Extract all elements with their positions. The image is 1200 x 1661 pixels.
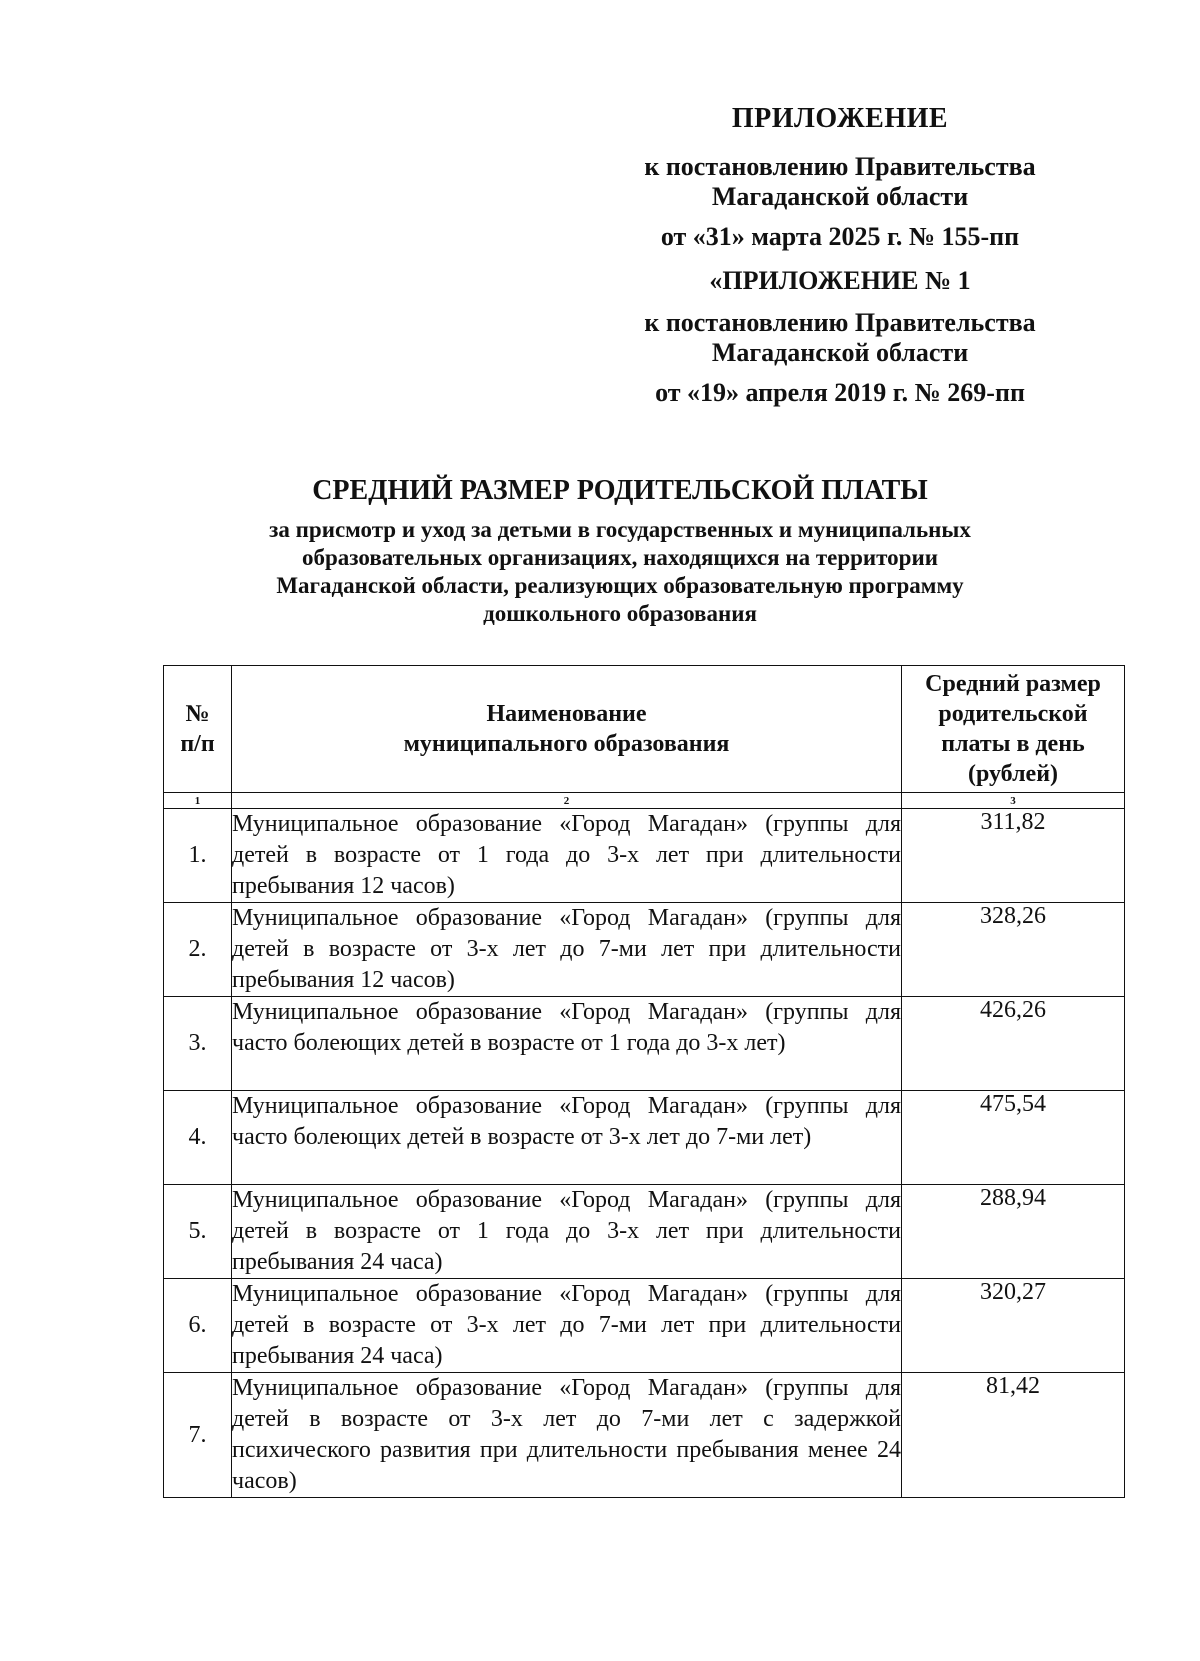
- table-row: [164, 1091, 1125, 1185]
- row-index: 7.: [164, 1373, 232, 1498]
- appendix2-line: Магаданской области: [711, 338, 969, 367]
- table-header-row: [164, 666, 1125, 793]
- appendix2-line: к постановлению Правительства: [644, 308, 1036, 337]
- header-fee: [902, 666, 1125, 793]
- appendix-date: от «31» марта 2025 г. № 155-пп: [660, 222, 1020, 251]
- row-fee: 426,26: [902, 997, 1125, 1091]
- header-name-line: муниципального образования: [403, 731, 730, 757]
- row-fee: 475,54: [902, 1091, 1125, 1185]
- header-fee-line: Средний размер: [925, 671, 1101, 697]
- header-fee-line: платы в день: [941, 731, 1085, 757]
- row-fee: 311,82: [902, 809, 1125, 903]
- subtitle-line: образовательных организациях, находящихся на территории: [302, 545, 938, 570]
- row-fee: 328,26: [902, 903, 1125, 997]
- row-name: Муниципальное образование «Город Магадан» (группы для детей в возрасте от 3-х лет до 7-ми лет при длительности пребывания 12 часов): [232, 903, 902, 997]
- table-row: [164, 1185, 1125, 1279]
- table-row: [164, 903, 1125, 997]
- document-title: СРЕДНИЙ РАЗМЕР РОДИТЕЛЬСКОЙ ПЛАТЫ: [312, 475, 928, 506]
- column-number-row: [164, 793, 1125, 809]
- column-number: 3: [902, 793, 1125, 809]
- row-name: Муниципальное образование «Город Магадан» (группы для детей в возрасте от 1 года до 3-х лет при длительности пребывания 12 часов): [232, 809, 902, 903]
- row-fee: 81,42: [902, 1373, 1125, 1498]
- row-index: 1.: [164, 809, 232, 903]
- row-index: 5.: [164, 1185, 232, 1279]
- row-index: 6.: [164, 1279, 232, 1373]
- appendix2-title: «ПРИЛОЖЕНИЕ № 1: [709, 266, 971, 295]
- row-fee: 320,27: [902, 1279, 1125, 1373]
- row-name: Муниципальное образование «Город Магадан» (группы для часто болеющих детей в возрасте от 1 года до 3-х лет): [232, 997, 902, 1091]
- appendix-block: [560, 104, 1120, 408]
- appendix-title: ПРИЛОЖЕНИЕ: [731, 103, 949, 134]
- subtitle-line: за присмотр и уход за детьми в государственных и муниципальных: [269, 517, 971, 542]
- appendix2-date: от «19» апреля 2019 г. № 269-пп: [655, 378, 1025, 407]
- document-subtitle: [180, 516, 1060, 628]
- row-index: 4.: [164, 1091, 232, 1185]
- subtitle-line: дошкольного образования: [483, 601, 757, 626]
- table-row: [164, 997, 1125, 1091]
- appendix-line: Магаданской области: [711, 182, 969, 211]
- table-row: [164, 809, 1125, 903]
- row-name: Муниципальное образование «Город Магадан» (группы для детей в возрасте от 1 года до 3-х лет при длительности пребывания 24 часа): [232, 1185, 902, 1279]
- appendix-line: к постановлению Правительства: [644, 152, 1036, 181]
- header-number: [164, 666, 232, 793]
- header-number-line: №: [185, 701, 210, 727]
- row-fee: 288,94: [902, 1185, 1125, 1279]
- header-fee-line: (рублей): [967, 761, 1059, 787]
- row-index: 2.: [164, 903, 232, 997]
- row-name: Муниципальное образование «Город Магадан» (группы для детей в возрасте от 3-х лет до 7-ми лет с задержкой психического развития при длительности пребывания менее 24 часов): [232, 1373, 902, 1498]
- column-number: 2: [232, 793, 902, 809]
- header-name-line: Наименование: [486, 701, 647, 727]
- table-row: [164, 1373, 1125, 1498]
- header-number-line: п/п: [180, 731, 215, 757]
- header-fee-line: родительской: [938, 701, 1088, 727]
- row-name: Муниципальное образование «Город Магадан» (группы для детей в возрасте от 3-х лет до 7-ми лет при длительности пребывания 24 часа): [232, 1279, 902, 1373]
- row-name: Муниципальное образование «Город Магадан» (группы для часто болеющих детей в возрасте от 3-х лет до 7-ми лет): [232, 1091, 902, 1185]
- fee-table: [163, 665, 1125, 1498]
- column-number: 1: [164, 793, 232, 809]
- subtitle-line: Магаданской области, реализующих образовательную программу: [276, 573, 964, 598]
- header-name: [232, 666, 902, 793]
- row-index: 3.: [164, 997, 232, 1091]
- table-row: [164, 1279, 1125, 1373]
